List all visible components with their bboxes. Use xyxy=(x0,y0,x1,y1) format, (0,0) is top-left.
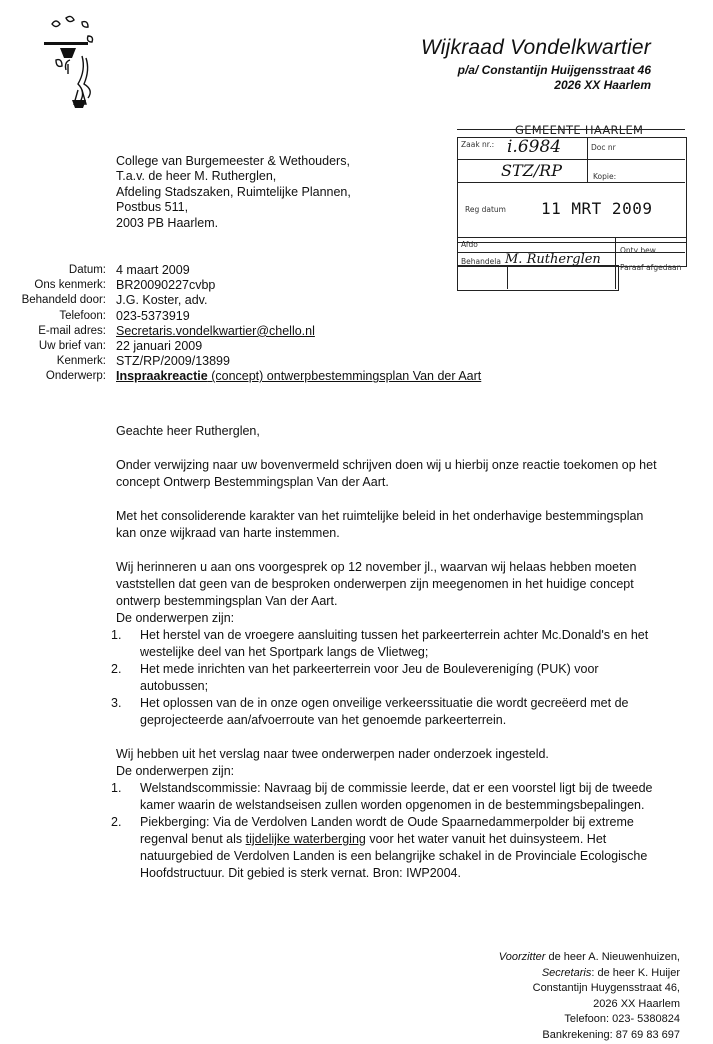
stamp-afdeling-value: STZ/RP xyxy=(501,161,562,180)
org-address xyxy=(458,63,651,93)
meta-row-telefoon xyxy=(6,309,481,324)
stamp-title: GEMEENTE HAARLEM xyxy=(515,123,644,137)
stamp-afdoening-label: Afdo xyxy=(461,240,478,249)
onderwerp-rest: (concept) ontwerpbestemmingsplan Van der Aart xyxy=(207,369,482,384)
stamp-zaak-label: Zaak nr.: xyxy=(461,140,495,149)
meta-row-kenmerk xyxy=(6,278,481,293)
list-text: Welstandscommissie: Navraag bij de commissie leerde, dat er een voorstel ligt bij de tweede kamer waarin de welstandseisen zullen worden opgenomen in de bestemmingsbepalingen. xyxy=(140,781,653,812)
signoff-value: : de heer K. Huijer xyxy=(591,966,680,979)
addressee-block xyxy=(116,154,351,231)
meta-label: Datum: xyxy=(68,264,106,276)
list-text: voor het water vanuit het duinsysteem. Het natuurgebied de Verdolven Landen is een belangrijke schakel in de Provinciale Ecologische Hoofdstructuur. Dit gebied is sterk vernat. Bron: IWP2004. xyxy=(140,832,648,880)
org-address-line2: 2026 XX Haarlem xyxy=(554,78,651,92)
addressee-line: College van Burgemeester & Wethouders, xyxy=(116,154,350,168)
meta-label: Onderwerp: xyxy=(45,370,106,383)
list-intro: De onderwerpen zijn: xyxy=(116,764,235,778)
stamp-ontvbew-label: Ontv bew xyxy=(620,246,656,255)
list-item xyxy=(111,695,661,729)
meta-value-datum: 4 maart 2009 xyxy=(116,263,190,277)
signoff-address-line1: Constantijn Huygensstraat 46, xyxy=(532,982,680,995)
meta-label: Behandeld door: xyxy=(21,294,106,307)
meta-value-uwkenmerk: STZ/RP/2009/13899 xyxy=(116,354,230,369)
received-stamp xyxy=(455,121,687,293)
meta-row-datum xyxy=(6,263,481,278)
paragraph: Met het consoliderende karakter van het ruimtelijke beleid in het onderhavige bestemmingsplan kan onze wijkraad van harte instemmen. xyxy=(116,509,644,540)
paragraph: Wij hebben uit het verslag naar twee onderwerpen nader onderzoek ingesteld. xyxy=(116,747,549,761)
meta-row-onderwerp xyxy=(6,369,481,384)
addressee-line: 2003 PB Haarlem. xyxy=(116,215,219,230)
list-item xyxy=(111,814,661,882)
signoff-telefoon: Telefoon: 023- 5380824 xyxy=(564,1013,680,1026)
meta-label: Ons kenmerk: xyxy=(34,279,106,292)
meta-label: Kenmerk: xyxy=(56,355,106,368)
meta-row-behandeld xyxy=(6,293,481,308)
signoff-label: Secretaris xyxy=(541,966,592,979)
list-text: Het mede inrichten van het parkeerterrein voor Jeu de Bouleverenigíng (PUK) voor autobussen; xyxy=(140,662,599,693)
meta-row-brief xyxy=(6,339,481,354)
list-item xyxy=(111,780,661,814)
stamp-paraaf-label: Paraaf afgedaan xyxy=(620,263,682,272)
list-number: 1. xyxy=(111,781,122,795)
addressee-line: Postbus 511, xyxy=(116,200,189,215)
stamp-kopie-label: Kopie: xyxy=(593,172,617,181)
stamp-behandelaar-label: Behandela xyxy=(461,257,501,266)
list-number: 3. xyxy=(111,696,122,710)
paragraph: Wij herinneren u aan ons voorgesprek op 12 november jl., waarvan wij helaas hebben moeten vaststellen dat geen van de besproken onderwerpen zijn meegenomen in het huidige concept ontwerp bestemmingsplan Van der Aart. xyxy=(116,560,637,608)
stamp-behandelaar-value: M. Rutherglen xyxy=(505,252,601,267)
salutation: Geachte heer Rutherglen, xyxy=(116,424,260,438)
onderwerpen-list-2 xyxy=(111,780,661,882)
list-number: 2. xyxy=(111,815,122,829)
list-text-underlined: tijdelijke waterberging xyxy=(245,832,366,846)
signoff-label: Voorzitter xyxy=(498,951,546,963)
signoff-address-line2: 2026 XX Haarlem xyxy=(593,997,680,1010)
stamp-zaak-value: i.6984 xyxy=(507,137,562,157)
org-address-line1: p/a/ Constantijn Huijgensstraat 46 xyxy=(457,63,651,77)
onderwerp-bold: Inspraakreactie xyxy=(116,369,208,384)
org-name: Wijkraad Vondelkwartier xyxy=(420,36,651,59)
meta-label: Uw brief van: xyxy=(38,340,106,353)
signoff-block xyxy=(499,950,680,1044)
addressee-line: T.a.v. de heer M. Rutherglen, xyxy=(116,169,277,184)
list-item xyxy=(111,627,661,661)
signoff-secretaris xyxy=(499,966,680,982)
meta-value-telefoon: 023-5373919 xyxy=(116,308,190,323)
signoff-voorzitter xyxy=(499,950,680,966)
meta-row-email xyxy=(6,324,481,339)
meta-row-uwkenmerk xyxy=(6,354,481,369)
wijkraad-logo xyxy=(38,14,118,110)
list-item xyxy=(111,661,661,695)
meta-label: E-mail adres: xyxy=(38,324,106,337)
list-intro: De onderwerpen zijn: xyxy=(116,611,235,625)
paragraph: Onder verwijzing naar uw bovenvermeld schrijven doen wij u hierbij onze reactie toekomen op het concept Ontwerp Bestemmingsplan Van der Aart. xyxy=(116,458,657,489)
letter-body xyxy=(111,423,661,882)
list-text: Het herstel van de vroegere aansluiting tussen het parkeerterrein achter Mc.Donald's en het westelijke deel van het Sportpark langs de Vlietweg; xyxy=(140,628,649,659)
stamp-doc-label: Doc nr xyxy=(591,143,616,152)
list-number: 2. xyxy=(111,662,122,676)
meta-email-link[interactable]: Secretaris.vondelkwartier@chello.nl xyxy=(116,323,315,338)
meta-value-brief: 22 januari 2009 xyxy=(116,339,203,354)
signoff-bank: Bankrekening: 87 69 83 697 xyxy=(542,1028,680,1041)
list-text: Het oplossen van de in onze ogen onveilige verkeerssituatie die wordt gecreëerd met de geprojecteerde aan/afvoerroute van het genoemde parkeerterrein. xyxy=(140,696,629,727)
list-text: Piekberging: Via de Verdolven Landen wordt de Oude Spaarnedammerpolder bij extreme regenval benut als xyxy=(140,815,634,846)
meta-value-onderwerp xyxy=(116,369,481,384)
addressee-line: Afdeling Stadszaken, Ruimtelijke Plannen, xyxy=(116,184,351,199)
onderwerpen-list-1 xyxy=(111,627,661,729)
stamp-reg-date: 11 MRT 2009 xyxy=(541,199,653,218)
meta-value-behandeld: J.G. Koster, adv. xyxy=(116,293,208,308)
stamp-reg-label: Reg datum xyxy=(465,205,506,214)
meta-label: Telefoon: xyxy=(59,309,106,322)
list-number: 1. xyxy=(111,628,122,642)
signoff-value: de heer A. Nieuwenhuizen, xyxy=(545,951,680,963)
letter-meta xyxy=(6,263,481,385)
meta-value-kenmerk: BR20090227cvbp xyxy=(116,278,216,293)
